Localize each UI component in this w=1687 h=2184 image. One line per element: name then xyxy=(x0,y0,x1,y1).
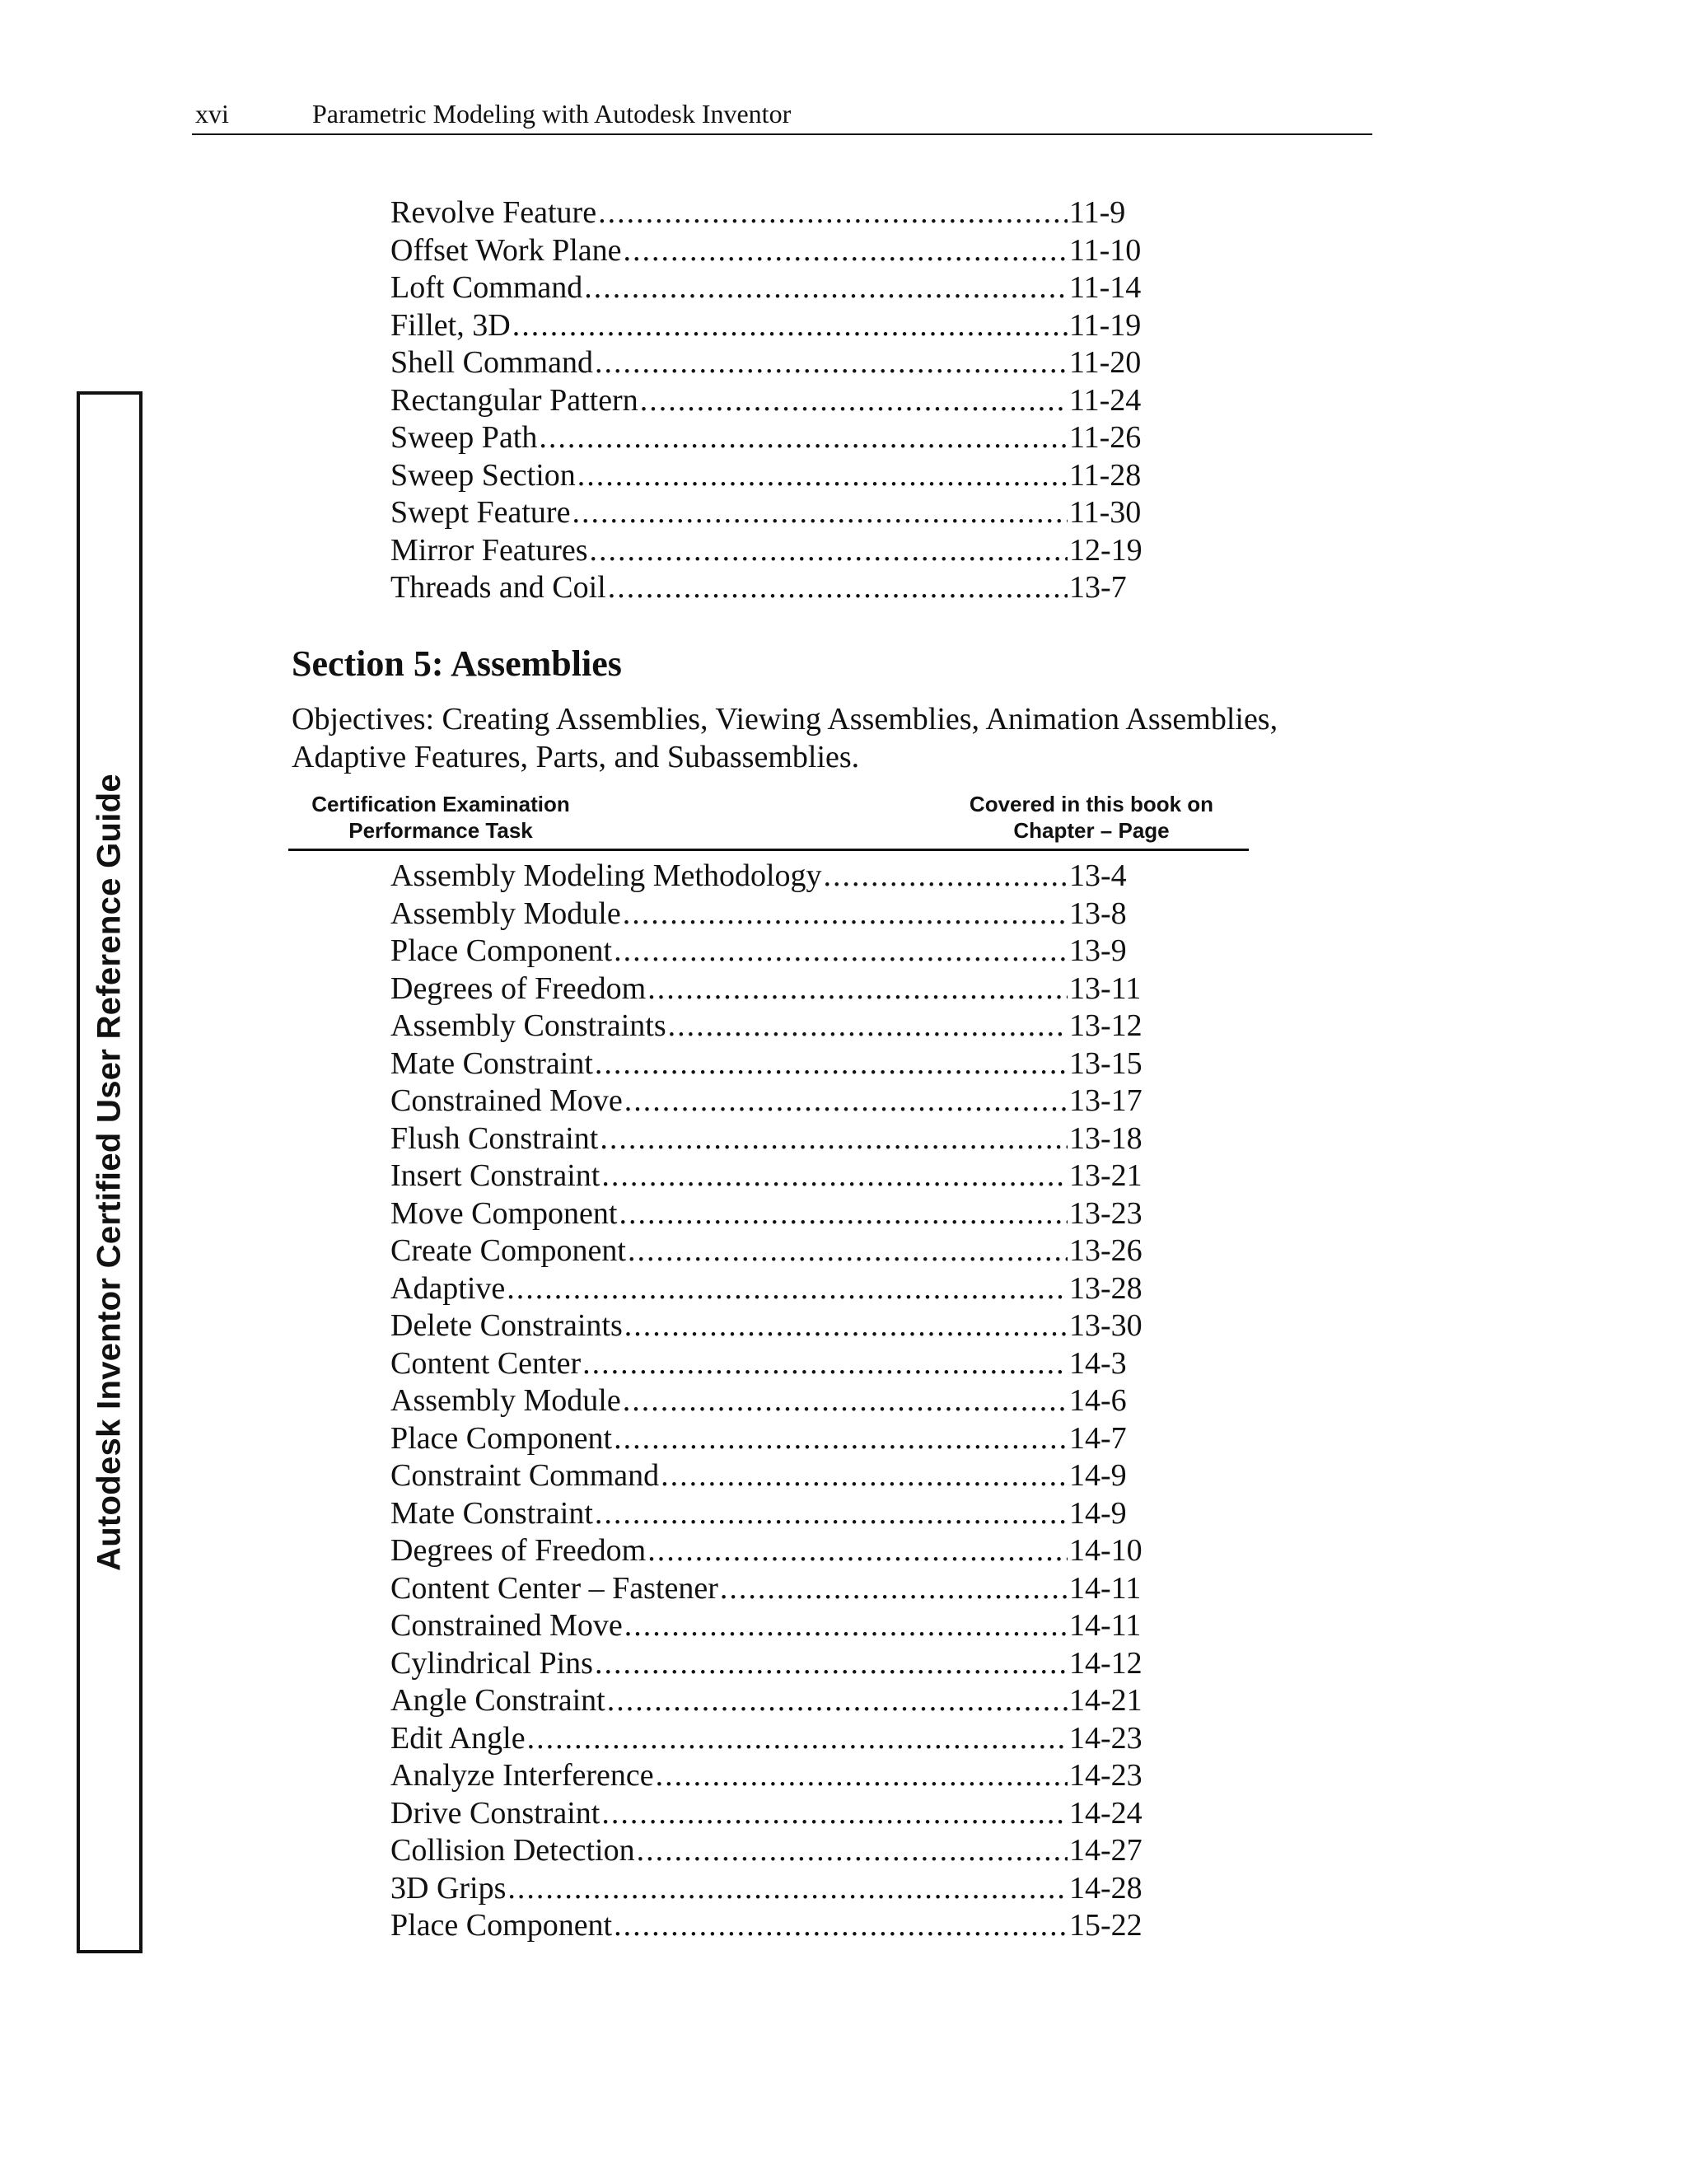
toc-leader-dots xyxy=(595,1645,1068,1683)
toc-entry xyxy=(390,419,1148,457)
toc-entry-page: 13-4 xyxy=(1069,858,1127,893)
toc-entry-page: 13-23 xyxy=(1069,1195,1143,1231)
toc-leader-dots xyxy=(624,1307,1068,1345)
toc-entry-page: 13-28 xyxy=(1069,1270,1143,1306)
toc-leader-dots xyxy=(507,1870,1068,1908)
toc-entry-label: Fillet, 3D xyxy=(390,307,511,343)
toc-entry xyxy=(390,494,1148,532)
toc-entry-page: 11-10 xyxy=(1069,232,1142,268)
toc-leader-dots xyxy=(647,1532,1068,1570)
toc-leader-dots xyxy=(619,1195,1068,1233)
toc-entry-label: Sweep Section xyxy=(390,457,576,493)
column-header-page xyxy=(956,791,1227,844)
column-header-task-line1: Certification Examination xyxy=(311,792,570,816)
toc-entry-label: Angle Constraint xyxy=(390,1683,605,1718)
toc-leader-dots xyxy=(624,232,1068,270)
toc-entry xyxy=(390,269,1148,307)
toc-entry xyxy=(390,232,1148,270)
toc-leader-dots xyxy=(608,569,1068,607)
toc-entry-label: Drive Constraint xyxy=(390,1795,600,1831)
toc-entry-label: Constrained Move xyxy=(390,1608,623,1643)
toc-entry xyxy=(390,194,1148,232)
column-header-page-line2: Chapter – Page xyxy=(1013,818,1170,843)
toc-entry-label: 3D Grips xyxy=(390,1870,507,1906)
toc-entry-label: Degrees of Freedom xyxy=(390,1533,647,1568)
column-header-page-line1: Covered in this book on xyxy=(969,792,1214,816)
column-header-task xyxy=(305,791,577,844)
toc-entry-label: Offset Work Plane xyxy=(390,232,622,268)
toc-entry-label: Move Component xyxy=(390,1195,618,1231)
toc-entry xyxy=(390,1607,1148,1645)
toc-entry xyxy=(390,344,1148,382)
toc-entry-page: 14-7 xyxy=(1069,1420,1127,1456)
toc-entry-page: 14-10 xyxy=(1069,1533,1143,1568)
toc-entry xyxy=(390,1645,1148,1683)
toc-entry xyxy=(390,1270,1148,1308)
toc-leader-dots xyxy=(577,457,1068,495)
toc-entry-page: 13-30 xyxy=(1069,1308,1143,1343)
toc-entry-label: Create Component xyxy=(390,1233,626,1268)
toc-entry-label: Analyze Interference xyxy=(390,1758,654,1793)
book-title: Parametric Modeling with Autodesk Inventor xyxy=(312,99,792,129)
toc-entry-page: 14-6 xyxy=(1069,1383,1127,1418)
toc-entry-label: Collision Detection xyxy=(390,1833,635,1868)
toc-entry xyxy=(390,1832,1148,1870)
toc-entry-label: Mirror Features xyxy=(390,532,588,568)
toc-leader-dots xyxy=(598,194,1068,232)
toc-entry xyxy=(390,1382,1148,1420)
toc-entry-page: 13-9 xyxy=(1069,933,1127,968)
toc-entry-label: Insert Constraint xyxy=(390,1158,600,1193)
toc-entry-page: 13-26 xyxy=(1069,1233,1143,1268)
toc-leader-dots xyxy=(539,419,1068,457)
toc-leader-dots xyxy=(656,1757,1068,1795)
toc-entry-label: Constrained Move xyxy=(390,1083,623,1118)
toc-leader-dots xyxy=(527,1720,1068,1758)
toc-leader-dots xyxy=(582,1345,1068,1383)
toc-entry-label: Assembly Modeling Methodology xyxy=(390,858,822,893)
toc-entry-label: Assembly Module xyxy=(390,896,621,931)
toc-entry-label: Cylindrical Pins xyxy=(390,1645,593,1681)
toc-leader-dots xyxy=(595,1045,1068,1083)
toc-leader-dots xyxy=(624,1607,1068,1645)
toc-entry-page: 13-21 xyxy=(1069,1158,1143,1193)
toc-leader-dots xyxy=(668,1008,1068,1045)
toc-leader-dots xyxy=(661,1457,1068,1495)
toc-leader-dots xyxy=(595,1495,1068,1533)
toc-entry-page: 11-28 xyxy=(1069,457,1142,493)
toc-entry-page: 14-23 xyxy=(1069,1758,1143,1793)
toc-leader-dots xyxy=(614,1420,1068,1458)
toc-entry xyxy=(390,970,1148,1008)
toc-entry xyxy=(390,1495,1148,1533)
toc-entry-page: 11-20 xyxy=(1069,345,1142,380)
toc-entry xyxy=(390,457,1148,495)
toc-entry-label: Revolve Feature xyxy=(390,195,597,230)
toc-entry xyxy=(390,1157,1148,1195)
toc-entry-page: 14-12 xyxy=(1069,1645,1143,1681)
toc-entry xyxy=(390,532,1148,570)
toc-entry xyxy=(390,1570,1148,1608)
column-headers xyxy=(288,789,1249,851)
toc-entry xyxy=(390,569,1148,607)
toc-entry xyxy=(390,1083,1148,1120)
toc-entry xyxy=(390,1232,1148,1270)
section-objectives: Objectives: Creating Assemblies, Viewing Assemblies, Animation Assemblies, Adaptive Features, Parts, and Subassemblies. xyxy=(292,702,1278,774)
toc-entry-label: Degrees of Freedom xyxy=(390,970,647,1006)
page-number: xvi xyxy=(195,99,229,129)
toc-leader-dots xyxy=(824,858,1068,896)
toc-entry-label: Threads and Coil xyxy=(390,570,606,605)
toc-leader-dots xyxy=(584,269,1068,307)
toc-leader-dots xyxy=(720,1570,1068,1608)
toc-entry-label: Adaptive xyxy=(390,1270,506,1306)
toc-entry-page: 13-12 xyxy=(1069,1008,1143,1043)
toc-entry xyxy=(390,1420,1148,1458)
toc-leader-dots xyxy=(572,494,1068,532)
toc-entry xyxy=(390,1682,1148,1720)
toc-entry-label: Content Center – Fastener xyxy=(390,1570,718,1606)
toc-entry-label: Loft Command xyxy=(390,270,583,305)
toc-entry-page: 13-15 xyxy=(1069,1045,1143,1081)
toc-leader-dots xyxy=(595,344,1068,382)
toc-entry xyxy=(390,382,1148,420)
toc-leader-dots xyxy=(590,532,1068,570)
toc-leader-dots xyxy=(601,1157,1068,1195)
toc-entry-page: 11-14 xyxy=(1069,270,1142,305)
toc-entry-page: 13-18 xyxy=(1069,1120,1143,1156)
toc-leader-dots xyxy=(601,1795,1068,1833)
toc-entry-page: 14-21 xyxy=(1069,1683,1143,1718)
toc-entry xyxy=(390,1532,1148,1570)
toc-entry-label: Flush Constraint xyxy=(390,1120,599,1156)
toc-leader-dots xyxy=(637,1832,1068,1870)
toc-entry-label: Assembly Module xyxy=(390,1383,621,1418)
toc-entry-page: 14-28 xyxy=(1069,1870,1143,1906)
toc-entry xyxy=(390,1008,1148,1045)
toc-leader-dots xyxy=(640,382,1068,420)
toc-entry-page: 14-24 xyxy=(1069,1795,1143,1831)
toc-entry-label: Edit Angle xyxy=(390,1720,526,1756)
toc-entry xyxy=(390,1345,1148,1383)
page-header xyxy=(192,97,1372,135)
toc-entry xyxy=(390,1307,1148,1345)
toc-entry-label: Swept Feature xyxy=(390,495,571,530)
toc-entry-label: Place Component xyxy=(390,1420,613,1456)
toc-entry-label: Sweep Path xyxy=(390,420,538,455)
toc-leader-dots xyxy=(623,896,1068,933)
toc-entry-page: 14-3 xyxy=(1069,1345,1127,1381)
toc-entry-page: 14-9 xyxy=(1069,1458,1127,1493)
toc-entry xyxy=(390,1120,1148,1158)
toc-leader-dots xyxy=(512,307,1068,345)
toc-entry-page: 12-19 xyxy=(1069,532,1143,568)
toc-entry-label: Mate Constraint xyxy=(390,1045,593,1081)
toc-entry-label: Delete Constraints xyxy=(390,1308,623,1343)
toc-leader-dots xyxy=(600,1120,1068,1158)
toc-entry xyxy=(390,307,1148,345)
toc-entry-page: 14-27 xyxy=(1069,1833,1143,1868)
column-header-task-line2: Performance Task xyxy=(348,818,533,843)
sidebar-tab xyxy=(77,391,143,1953)
toc-entry-label: Constraint Command xyxy=(390,1458,660,1493)
toc-entry-page: 13-17 xyxy=(1069,1083,1143,1118)
toc-leader-dots xyxy=(647,970,1068,1008)
toc-leader-dots xyxy=(607,1682,1068,1720)
toc-entry-label: Rectangular Pattern xyxy=(390,382,638,418)
toc-entry-page: 11-26 xyxy=(1069,420,1142,455)
toc-entry xyxy=(390,1907,1148,1945)
toc-entry xyxy=(390,1757,1148,1795)
toc-entry-page: 11-24 xyxy=(1069,382,1142,418)
toc-entry-page: 11-9 xyxy=(1069,195,1126,230)
section-heading: Section 5: Assemblies xyxy=(292,643,622,684)
toc-entry-label: Place Component xyxy=(390,933,613,968)
toc-leader-dots xyxy=(628,1232,1068,1270)
toc-entry xyxy=(390,1195,1148,1233)
toc-entry xyxy=(390,896,1148,933)
toc-leader-dots xyxy=(624,1083,1068,1120)
toc-entry-page: 14-9 xyxy=(1069,1495,1127,1531)
toc-entry xyxy=(390,1045,1148,1083)
sidebar-label: Autodesk Inventor Certified User Reference Guide xyxy=(91,774,128,1571)
toc-entry-label: Place Component xyxy=(390,1908,613,1943)
toc-entry-label: Shell Command xyxy=(390,345,593,380)
toc-entry-label: Assembly Constraints xyxy=(390,1008,666,1043)
toc-leader-dots xyxy=(623,1382,1068,1420)
toc-entry-page: 15-22 xyxy=(1069,1908,1143,1943)
toc-entry xyxy=(390,933,1148,970)
toc-leader-dots xyxy=(614,933,1068,970)
toc-entry xyxy=(390,1795,1148,1833)
toc-entry-page: 13-7 xyxy=(1069,570,1127,605)
toc-leader-dots xyxy=(614,1907,1068,1945)
toc-entry-page: 11-30 xyxy=(1069,495,1142,530)
toc-entry-label: Content Center xyxy=(390,1345,582,1381)
toc-entry-page: 11-19 xyxy=(1069,307,1142,343)
toc-list-assemblies xyxy=(390,858,1148,1945)
toc-entry-label: Mate Constraint xyxy=(390,1495,593,1531)
toc-entry-page: 14-11 xyxy=(1069,1608,1142,1643)
toc-leader-dots xyxy=(507,1270,1068,1308)
toc-entry-page: 14-11 xyxy=(1069,1570,1142,1606)
toc-entry-page: 13-8 xyxy=(1069,896,1127,931)
toc-entry-page: 14-23 xyxy=(1069,1720,1143,1756)
toc-list-features xyxy=(390,194,1148,607)
toc-entry xyxy=(390,858,1148,896)
toc-entry xyxy=(390,1870,1148,1908)
toc-entry-page: 13-11 xyxy=(1069,970,1142,1006)
toc-entry xyxy=(390,1457,1148,1495)
toc-entry xyxy=(390,1720,1148,1758)
